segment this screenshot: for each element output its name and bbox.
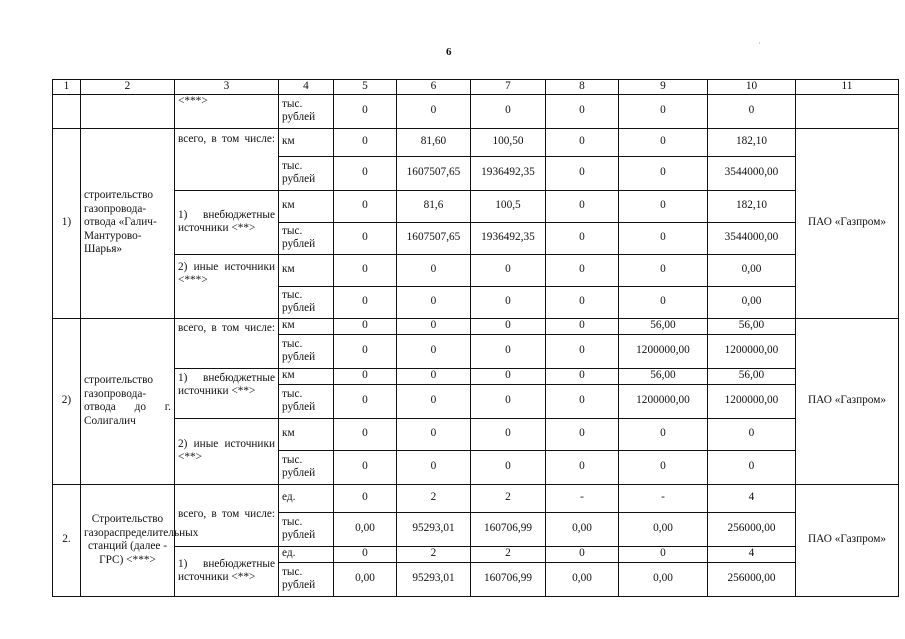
- source-label: всего, в том числе:: [175, 318, 279, 368]
- value-cell: 0: [397, 384, 471, 418]
- value-cell: 0: [334, 190, 397, 222]
- value-cell: 81,6: [397, 190, 471, 222]
- program-table: [52, 79, 899, 597]
- unit-cell: км: [279, 318, 334, 334]
- header-cell: 2: [81, 80, 175, 95]
- unit-cell: тыс. рублей: [279, 222, 334, 254]
- value-cell: 0: [546, 94, 619, 128]
- value-cell: 2: [471, 484, 546, 512]
- header-row: [53, 80, 899, 95]
- value-cell: 0: [334, 418, 397, 450]
- value-cell: 0,00: [619, 512, 708, 546]
- value-cell: 3544000,00: [708, 156, 796, 190]
- value-cell: 0: [546, 156, 619, 190]
- value-cell: 0: [619, 94, 708, 128]
- value-cell: 0,00: [334, 512, 397, 546]
- value-cell: 0: [334, 450, 397, 484]
- value-cell: 1200000,00: [619, 334, 708, 368]
- table-row: [53, 546, 899, 562]
- value-cell: 81,60: [397, 128, 471, 156]
- table-row: [53, 190, 899, 222]
- value-cell: 1936492,35: [471, 222, 546, 254]
- source-label: всего, в том числе:: [175, 128, 279, 190]
- value-cell: 0,00: [708, 286, 796, 318]
- value-cell: 56,00: [619, 368, 708, 384]
- source-label: 2) иные источники <***>: [175, 254, 279, 318]
- value-cell: 182,10: [708, 128, 796, 156]
- value-cell: 0: [397, 94, 471, 128]
- value-cell: 1936492,35: [471, 156, 546, 190]
- value-cell: 0: [546, 222, 619, 254]
- value-cell: 0: [471, 254, 546, 286]
- value-cell: 0: [397, 254, 471, 286]
- value-cell: 0: [334, 156, 397, 190]
- value-cell: 0: [546, 286, 619, 318]
- value-cell: 1607507,65: [397, 156, 471, 190]
- corner-mark: ·: [758, 38, 761, 48]
- value-cell: 0: [334, 94, 397, 128]
- value-cell: 56,00: [619, 318, 708, 334]
- value-cell: 0: [397, 368, 471, 384]
- value-cell: 2: [397, 546, 471, 562]
- header-cell: 9: [619, 80, 708, 95]
- value-cell: 2: [397, 484, 471, 512]
- unit-cell: тыс. рублей: [279, 384, 334, 418]
- value-cell: 0: [334, 222, 397, 254]
- value-cell: 182,10: [708, 190, 796, 222]
- value-cell: 0: [471, 94, 546, 128]
- value-cell: 4: [708, 484, 796, 512]
- section-name: строительство газопровода-отвода «Галич-Мантурово-Шарья»: [81, 128, 175, 318]
- value-cell: 0: [397, 318, 471, 334]
- value-cell: 0: [334, 334, 397, 368]
- value-cell: 0: [471, 368, 546, 384]
- value-cell: 2: [471, 546, 546, 562]
- unit-cell: тыс. рублей: [279, 156, 334, 190]
- section-number: 2): [53, 318, 81, 484]
- value-cell: 0: [397, 418, 471, 450]
- value-cell: 0: [708, 450, 796, 484]
- value-cell: 0: [334, 318, 397, 334]
- value-cell: 0,00: [334, 562, 397, 596]
- section-name: Строительство газораспределительных станций (далее - ГРС) <***>: [81, 484, 175, 596]
- header-cell: 11: [796, 80, 899, 95]
- unit-cell: тыс. рублей: [279, 562, 334, 596]
- unit-cell: тыс. рублей: [279, 94, 334, 128]
- header-cell: 4: [279, 80, 334, 95]
- table-row: [53, 418, 899, 450]
- value-cell: 0: [546, 318, 619, 334]
- value-cell: 56,00: [708, 368, 796, 384]
- unit-cell: тыс. рублей: [279, 286, 334, 318]
- value-cell: 0: [397, 450, 471, 484]
- table-row: [53, 368, 899, 384]
- value-cell: 0: [334, 368, 397, 384]
- header-cell: 5: [334, 80, 397, 95]
- section-number: 2.: [53, 484, 81, 596]
- page-number: 6: [446, 46, 452, 58]
- header-cell: 1: [53, 80, 81, 95]
- value-cell: 0: [546, 418, 619, 450]
- unit-cell: км: [279, 368, 334, 384]
- value-cell: 0: [619, 190, 708, 222]
- value-cell: 0: [546, 450, 619, 484]
- value-cell: 0: [334, 546, 397, 562]
- value-cell: 1200000,00: [619, 384, 708, 418]
- source-label: <***>: [175, 94, 279, 128]
- value-cell: 0: [471, 450, 546, 484]
- source-label: всего, в том числе:: [175, 484, 279, 546]
- table-row: [53, 484, 899, 512]
- header-cell: 10: [708, 80, 796, 95]
- value-cell: 0: [619, 156, 708, 190]
- unit-cell: тыс. рублей: [279, 512, 334, 546]
- table-row: [53, 128, 899, 156]
- value-cell: 0: [334, 384, 397, 418]
- header-cell: 3: [175, 80, 279, 95]
- value-cell: 95293,01: [397, 512, 471, 546]
- value-cell: 0: [546, 254, 619, 286]
- unit-cell: ед.: [279, 484, 334, 512]
- num-cell: [53, 94, 81, 128]
- value-cell: 0: [708, 418, 796, 450]
- value-cell: 0: [708, 94, 796, 128]
- unit-cell: км: [279, 254, 334, 286]
- value-cell: 100,5: [471, 190, 546, 222]
- executor-cell: ПАО «Газпром»: [796, 318, 899, 484]
- section-name: строительство газопровода-отвода до г. Солигалич: [81, 318, 175, 484]
- value-cell: -: [619, 484, 708, 512]
- source-label: 1) внебюджетные источники <**>: [175, 546, 279, 596]
- value-cell: 0: [619, 450, 708, 484]
- value-cell: 0: [334, 286, 397, 318]
- value-cell: 0: [619, 418, 708, 450]
- value-cell: 0: [546, 128, 619, 156]
- header-cell: 8: [546, 80, 619, 95]
- value-cell: 0: [471, 334, 546, 368]
- value-cell: 0: [619, 546, 708, 562]
- value-cell: 0,00: [619, 562, 708, 596]
- value-cell: 0: [546, 384, 619, 418]
- unit-cell: км: [279, 418, 334, 450]
- value-cell: 0: [619, 286, 708, 318]
- source-label: 1) внебюджетные источники <**>: [175, 190, 279, 254]
- unit-cell: ед.: [279, 546, 334, 562]
- value-cell: 1200000,00: [708, 334, 796, 368]
- unit-cell: тыс. рублей: [279, 334, 334, 368]
- value-cell: 95293,01: [397, 562, 471, 596]
- executor-cell: ПАО «Газпром»: [796, 484, 899, 596]
- value-cell: 0: [334, 128, 397, 156]
- unit-cell: км: [279, 128, 334, 156]
- table-row: [53, 254, 899, 286]
- value-cell: 1200000,00: [708, 384, 796, 418]
- value-cell: 0: [546, 546, 619, 562]
- value-cell: 56,00: [708, 318, 796, 334]
- source-label: 1) внебюджетные источники <**>: [175, 368, 279, 418]
- value-cell: 256000,00: [708, 562, 796, 596]
- value-cell: 0: [397, 334, 471, 368]
- section-number: 1): [53, 128, 81, 318]
- value-cell: 100,50: [471, 128, 546, 156]
- value-cell: 0,00: [546, 562, 619, 596]
- value-cell: 0: [546, 334, 619, 368]
- value-cell: -: [546, 484, 619, 512]
- executor-cell: [796, 94, 899, 128]
- table-row: [53, 94, 899, 128]
- value-cell: 256000,00: [708, 512, 796, 546]
- value-cell: 1607507,65: [397, 222, 471, 254]
- value-cell: 0: [619, 254, 708, 286]
- value-cell: 0: [619, 128, 708, 156]
- value-cell: 0: [471, 318, 546, 334]
- value-cell: 0: [334, 254, 397, 286]
- header-cell: 7: [471, 80, 546, 95]
- value-cell: 0: [471, 286, 546, 318]
- value-cell: 0: [619, 222, 708, 254]
- value-cell: 0: [546, 368, 619, 384]
- value-cell: 160706,99: [471, 512, 546, 546]
- value-cell: 4: [708, 546, 796, 562]
- unit-cell: тыс. рублей: [279, 450, 334, 484]
- value-cell: 0,00: [546, 512, 619, 546]
- value-cell: 3544000,00: [708, 222, 796, 254]
- value-cell: 0: [471, 418, 546, 450]
- header-cell: 6: [397, 80, 471, 95]
- value-cell: 0: [397, 286, 471, 318]
- value-cell: 160706,99: [471, 562, 546, 596]
- name-cell: [81, 94, 175, 128]
- table-row: [53, 318, 899, 334]
- value-cell: 0: [334, 484, 397, 512]
- unit-cell: км: [279, 190, 334, 222]
- executor-cell: ПАО «Газпром»: [796, 128, 899, 318]
- value-cell: 0: [471, 384, 546, 418]
- source-label: 2) иные источники <**>: [175, 418, 279, 484]
- value-cell: 0,00: [708, 254, 796, 286]
- value-cell: 0: [546, 190, 619, 222]
